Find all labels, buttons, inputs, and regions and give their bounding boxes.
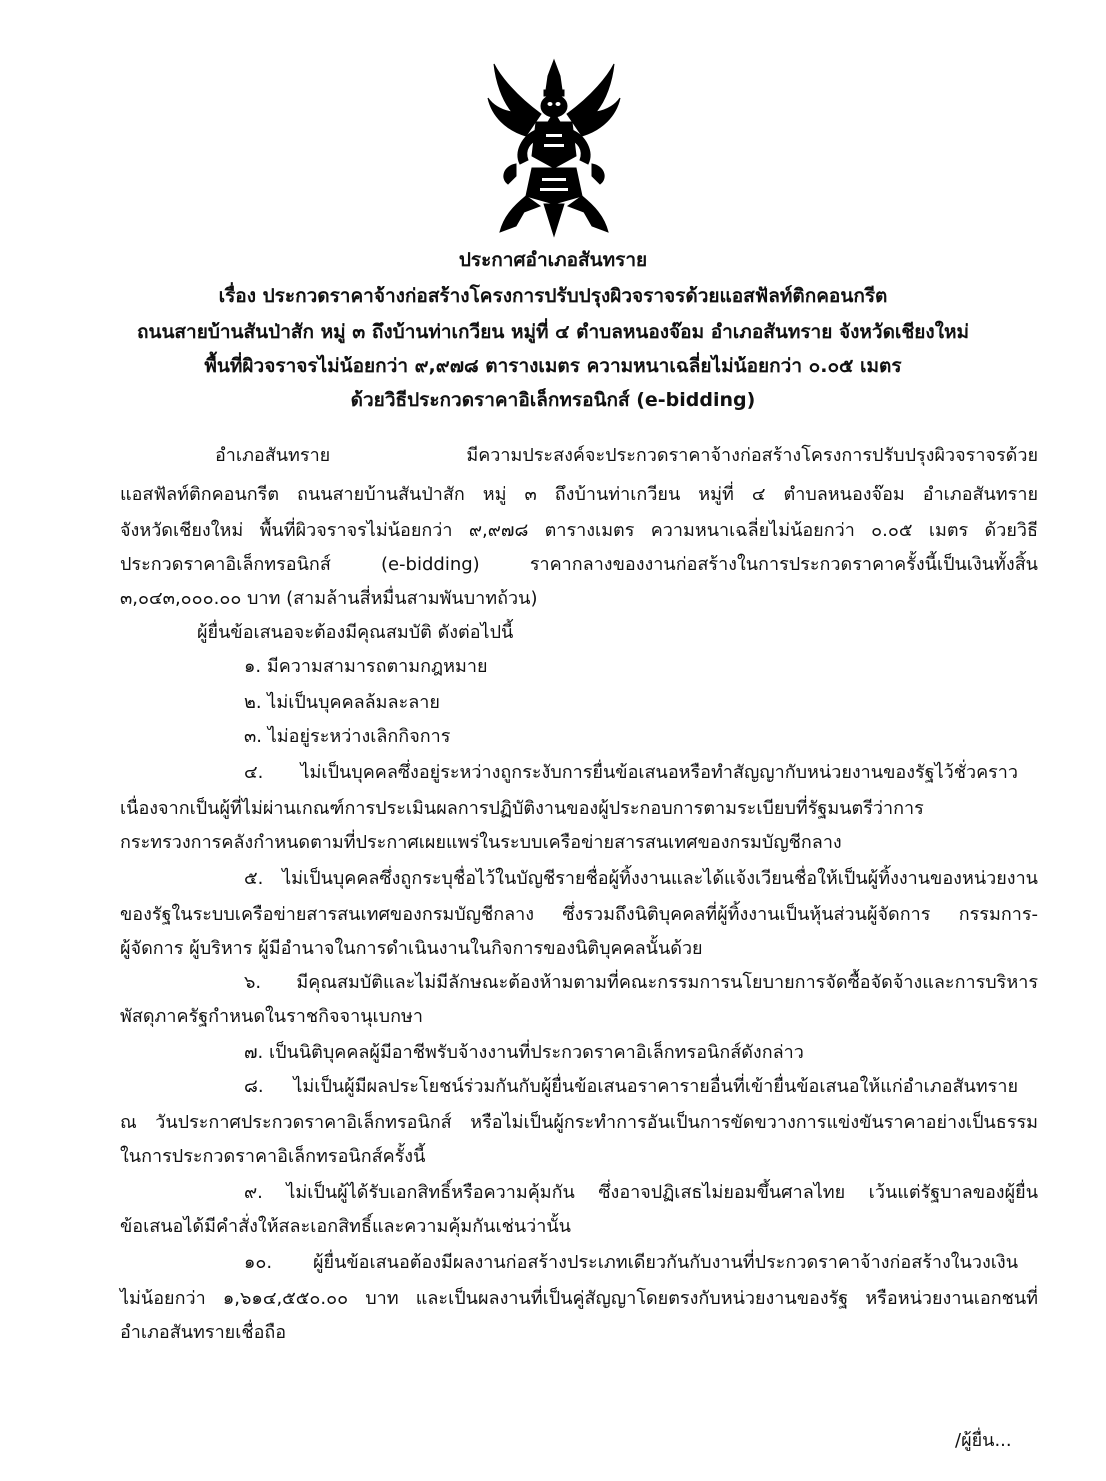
qualification-item-4-line-1: ๔. ไม่เป็นบุคคลซึ่งอยู่ระหว่างถูกระงับการยื่นข้อเสนอหรือทำสัญญากับหน่วยงานของรัฐไว้ชั่วคราว — [244, 762, 1018, 783]
qualification-item-7: ๗. เป็นนิติบุคคลผู้มีอาชีพรับจ้างงานที่ประกวดราคาอิเล็กทรอนิกส์ดังกล่าว — [244, 1042, 804, 1063]
qualification-item-8-line-3: ในการประกวดราคาอิเล็กทรอนิกส์ครั้งนี้ — [120, 1146, 426, 1167]
qualification-item-10-line-3: อำเภอสันทรายเชื่อถือ — [120, 1322, 287, 1343]
subject-location: ถนนสายบ้านสันป่าสัก หมู่ ๓ ถึงบ้านท่าเกวียน หมู่ที่ ๔ ตำบลหนองจ๊อม อำเภอสันทราย จังหวัดเชียงใหม่ — [136, 321, 970, 343]
qualification-item-4-line-2: เนื่องจากเป็นผู้ที่ไม่ผ่านเกณฑ์การประเมินผลการปฏิบัติงานของผู้ประกอบการตามระเบียบที่รัฐมนตรีว่าการ — [120, 798, 924, 819]
qualification-item-8-line-1: ๘. ไม่เป็นผู้มีผลประโยชน์ร่วมกันกับผู้ยื่นข้อเสนอราคารายอื่นที่เข้ายื่นข้อเสนอให้แก่อำเภอสันทราย — [244, 1076, 1018, 1097]
announcement-title: ประกาศอำเภอสันทราย — [458, 249, 648, 271]
qualification-item-5-line-2: ของรัฐในระบบเครือข่ายสารสนเทศของกรมบัญชีกลาง ซึ่งรวมถึงนิติบุคคลที่ผู้ทิ้งงานเป็นหุ้นส่วนผู้จัดการ กรรมการ- — [120, 904, 1038, 925]
qualifications-heading: ผู้ยื่นข้อเสนอจะต้องมีคุณสมบัติ ดังต่อไปนี้ — [197, 622, 514, 643]
subject-area: พื้นที่ผิวจราจรไม่น้อยกว่า ๙,๙๗๘ ตารางเมตร ความหนาเฉลี่ยไม่น้อยกว่า ๐.๐๕ เมตร — [204, 355, 902, 377]
qualification-item-10-line-1: ๑๐. ผู้ยื่นข้อเสนอต้องมีผลงานก่อสร้างประเภทเดียวกันกับงานที่ประกวดราคาจ้างก่อสร้างในวงเงิน — [244, 1252, 1018, 1273]
intro-line-1: อำเภอสันทราย มีความประสงค์จะประกวดราคาจ้างก่อสร้างโครงการปรับปรุงผิวจราจรด้วย — [215, 445, 1038, 466]
qualification-item-2: ๒. ไม่เป็นบุคคลล้มละลาย — [244, 692, 440, 713]
qualification-item-5-line-3: ผู้จัดการ ผู้บริหาร ผู้มีอำนาจในการดำเนินงานในกิจการของนิติบุคคลนั้นด้วย — [120, 938, 703, 959]
qualification-item-6-line-2: พัสดุภาครัฐกำหนดในราชกิจจานุเบกษา — [120, 1006, 423, 1027]
subject-line: เรื่อง ประกวดราคาจ้างก่อสร้างโครงการปรับปรุงผิวจราจรด้วยแอสฟัลท์ติกคอนกรีต — [218, 285, 888, 307]
qualification-item-8-line-2: ณ วันประกาศประกวดราคาอิเล็กทรอนิกส์ หรือไม่เป็นผู้กระทำการอันเป็นการขัดขวางการแข่งขันราคาอย่างเป็นธรรม — [120, 1112, 1038, 1133]
qualification-item-1: ๑. มีความสามารถตามกฎหมาย — [244, 656, 488, 677]
intro-line-2: แอสฟัลท์ติกคอนกรีต ถนนสายบ้านสันป่าสัก หมู่ ๓ ถึงบ้านท่าเกวียน หมู่ที่ ๔ ตำบลหนองจ๊อม อำเภอสันทราย — [120, 484, 1038, 505]
garuda-emblem-icon — [486, 56, 622, 238]
qualification-item-9-line-2: ข้อเสนอได้มีคำสั่งให้สละเอกสิทธิ์และความคุ้มกันเช่นว่านั้น — [120, 1216, 571, 1237]
qualification-item-3: ๓. ไม่อยู่ระหว่างเลิกกิจการ — [244, 726, 451, 747]
qualification-item-5-line-1: ๕. ไม่เป็นบุคคลซึ่งถูกระบุชื่อไว้ในบัญชีรายชื่อผู้ทิ้งงานและได้แจ้งเวียนชื่อให้เป็นผู้ทิ้งงานของหน่วยงาน — [244, 868, 1038, 889]
intro-line-4: ประกวดราคาอิเล็กทรอนิกส์ (e-bidding) ราคากลางของงานก่อสร้างในการประกวดราคาครั้งนี้เป็นเงินทั้งสิ้น — [120, 554, 1038, 575]
qualification-item-9-line-1: ๙. ไม่เป็นผู้ได้รับเอกสิทธิ์หรือความคุ้มกัน ซึ่งอาจปฏิเสธไม่ยอมขึ้นศาลไทย เว้นแต่รัฐบาลของผู้ยื่น — [244, 1182, 1038, 1203]
subject-method: ด้วยวิธีประกวดราคาอิเล็กทรอนิกส์ (e-bidding) — [350, 389, 756, 411]
intro-line-5: ๓,๐๔๓,๐๐๐.๐๐ บาท (สามล้านสี่หมื่นสามพันบาทถ้วน) — [120, 588, 538, 609]
qualification-item-10-line-2: ไม่น้อยกว่า ๑,๖๑๔,๕๕๐.๐๐ บาท และเป็นผลงานที่เป็นคู่สัญญาโดยตรงกับหน่วยงานของรัฐ หรือหน่วยงานเอกชนที่ — [120, 1288, 1038, 1309]
qualification-item-4-line-3: กระทรวงการคลังกำหนดตามที่ประกาศเผยแพร่ในระบบเครือข่ายสารสนเทศของกรมบัญชีกลาง — [120, 832, 842, 853]
qualification-item-6-line-1: ๖. มีคุณสมบัติและไม่มีลักษณะต้องห้ามตามที่คณะกรรมการนโยบายการจัดซื้อจัดจ้างและการบริหาร — [244, 972, 1038, 993]
intro-line-3: จังหวัดเชียงใหม่ พื้นที่ผิวจราจรไม่น้อยกว่า ๙,๙๗๘ ตารางเมตร ความหนาเฉลี่ยไม่น้อยกว่า ๐.๐๕ เมตร ด้วยวิธี — [120, 520, 1038, 541]
continuation-marker: /ผู้ยื่น... — [955, 1430, 1012, 1451]
